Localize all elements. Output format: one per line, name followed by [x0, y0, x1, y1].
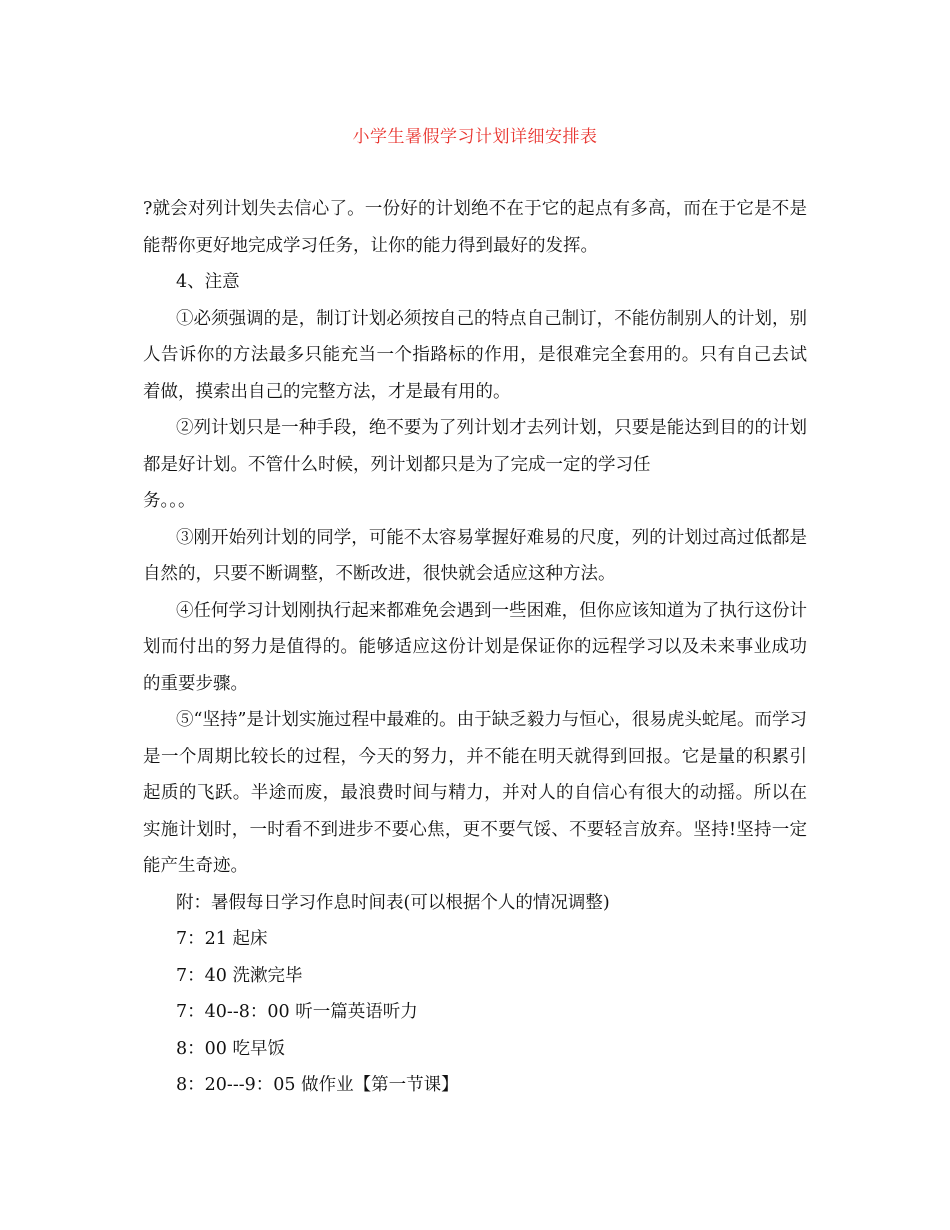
paragraph: ②列计划只是一种手段，绝不要为了列计划才去列计划，只要是能达到目的的计划都是好计划。不管什么时候，列计划都只是为了完成一定的学习任	[143, 418, 807, 475]
schedule-item: 8：20---9：05 做作业【第一节课】	[176, 1075, 459, 1095]
schedule-item: 8：00 吃早饭	[176, 1038, 285, 1059]
schedule-item: 7：40--8：00 听一篇英语听力	[176, 1002, 418, 1022]
document-body	[143, 191, 807, 1104]
paragraph: 务。。。	[143, 491, 196, 511]
paragraph: ④任何学习计划刚执行起来都难免会遇到一些困难，但你应该知道为了执行这份计划而付出的努力是值得的。能够适应这份计划是保证你的远程学习以及未来事业成功的重要步骤。	[143, 600, 807, 694]
schedule-heading: 附：暑假每日学习作息时间表(可以根据个人的情况调整)	[176, 892, 610, 913]
paragraph: ?就会对列计划失去信心了。一份好的计划绝不在于它的起点有多高，而在于它是不是能帮你更好地完成学习任务，让你的能力得到最好的发挥。	[143, 199, 807, 256]
schedule-item: 7：21 起床	[176, 929, 268, 949]
section-heading: 4、注意	[176, 272, 240, 292]
paragraph: ③刚开始列计划的同学，可能不太容易掌握好难易的尺度，列的计划过高过低都是自然的，只要不断调整，不断改进，很快就会适应这种方法。	[143, 527, 807, 584]
paragraph: ①必须强调的是，制订计划必须按自己的特点自己制订，不能仿制别人的计划，别人告诉你的方法最多只能充当一个指路标的作用，是很难完全套用的。只有自己去试着做，摸索出自己的完整方法，才是最有用的。	[143, 308, 807, 402]
paragraph: ⑤“坚持”是计划实施过程中最难的。由于缺乏毅力与恒心，很易虎头蛇尾。而学习是一个周期比较长的过程，今天的努力，并不能在明天就得到回报。它是量的积累引起质的飞跃。半途而废，最浪费时间与精力，并对人的自信心有很大的动摇。所以在实施计划时，一时看不到进步不要心焦，更不要气馁、不要轻言放弃。坚持!坚持一定能产生奇迹。	[143, 710, 807, 876]
document-title: 小学生暑假学习计划详细安排表	[352, 127, 598, 147]
schedule-item: 7：40 洗漱完毕	[176, 965, 303, 986]
